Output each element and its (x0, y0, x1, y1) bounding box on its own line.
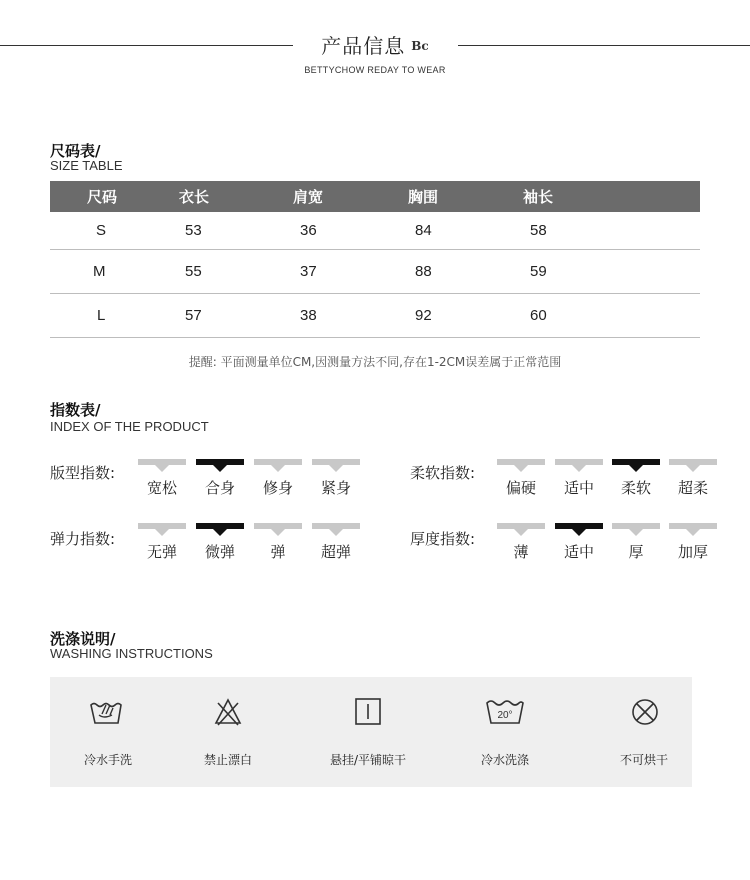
index-option: 弹 (254, 523, 302, 562)
wash-temperature: 20° (497, 710, 513, 721)
header-title-group (300, 30, 450, 59)
size-table (50, 181, 700, 338)
index-option-selected: 微弹 (196, 523, 244, 562)
size-section-title: 尺码表/ (50, 142, 101, 160)
table-cell: 37 (300, 263, 317, 280)
table-cell: 58 (530, 222, 547, 239)
table-cell: 92 (415, 307, 432, 324)
table-cell: 88 (415, 263, 432, 280)
measurement-note: 提醒: 平面测量单位CM,因测量方法不同,存在1-2CM误差属于正常范围 (188, 355, 562, 369)
wash-label: 不可烘干 (619, 753, 668, 767)
table-cell: 53 (185, 222, 202, 239)
no-tumble-dry-icon (630, 697, 660, 727)
index-option: 宽松 (138, 459, 186, 498)
index-option-selected: 适中 (555, 523, 603, 562)
washing-section-title: 洗涤说明/ (50, 630, 116, 648)
elasticity-index-label: 弹力指数: (50, 530, 116, 548)
table-cell: 36 (300, 222, 317, 239)
column-header: 胸围 (408, 188, 439, 206)
page-title: 产品信息 (321, 34, 406, 58)
column-header: 袖长 (523, 188, 554, 206)
table-cell: 57 (185, 307, 202, 324)
thickness-index-label: 厚度指数: (410, 530, 476, 548)
fit-index-label: 版型指数: (50, 464, 116, 482)
column-header: 尺码 (87, 188, 118, 206)
wash-20-icon (485, 697, 525, 727)
wash-label: 悬挂/平铺晾干 (329, 753, 407, 767)
index-option: 超柔 (669, 459, 717, 498)
index-option: 厚 (612, 523, 660, 562)
header-divider-right (458, 45, 750, 46)
index-section-title: 指数表/ (50, 401, 101, 419)
hang-dry-icon (354, 697, 382, 727)
index-option: 超弹 (312, 523, 360, 562)
table-row (50, 212, 700, 250)
no-bleach-icon (213, 697, 243, 727)
size-table-header (50, 181, 700, 212)
hand-wash-icon (88, 697, 126, 727)
table-cell: 55 (185, 263, 202, 280)
index-option-selected: 柔软 (612, 459, 660, 498)
table-row (50, 250, 700, 294)
wash-label: 禁止漂白 (203, 753, 252, 767)
index-section-subtitle: INDEX OF THE PRODUCT (50, 419, 209, 434)
wash-label: 冷水手洗 (83, 753, 132, 767)
index-option-selected: 合身 (196, 459, 244, 498)
column-header: 衣长 (179, 188, 210, 206)
table-cell: S (96, 222, 107, 239)
index-option: 紧身 (312, 459, 360, 498)
table-row (50, 294, 700, 338)
brand-subtitle: BETTYCHOW REDAY TO WEAR (304, 65, 446, 75)
index-option: 适中 (555, 459, 603, 498)
header-divider-left (0, 45, 293, 46)
table-cell: 38 (300, 307, 317, 324)
washing-section-subtitle: WASHING INSTRUCTIONS (50, 646, 213, 661)
index-option: 薄 (497, 523, 545, 562)
table-cell: 60 (530, 307, 547, 324)
washing-instructions-panel (50, 677, 692, 787)
wash-label: 冷水洗涤 (480, 753, 529, 767)
softness-index-label: 柔软指数: (410, 464, 476, 482)
column-header: 肩宽 (293, 188, 324, 206)
index-option: 无弹 (138, 523, 186, 562)
table-cell: 59 (530, 263, 547, 280)
table-cell: L (97, 307, 106, 324)
size-section-subtitle: SIZE TABLE (50, 158, 123, 173)
brand-logo: Bc (411, 38, 429, 53)
index-option: 修身 (254, 459, 302, 498)
table-cell: 84 (415, 222, 432, 239)
index-option: 加厚 (669, 523, 717, 562)
index-option: 偏硬 (497, 459, 545, 498)
table-cell: M (93, 263, 106, 280)
